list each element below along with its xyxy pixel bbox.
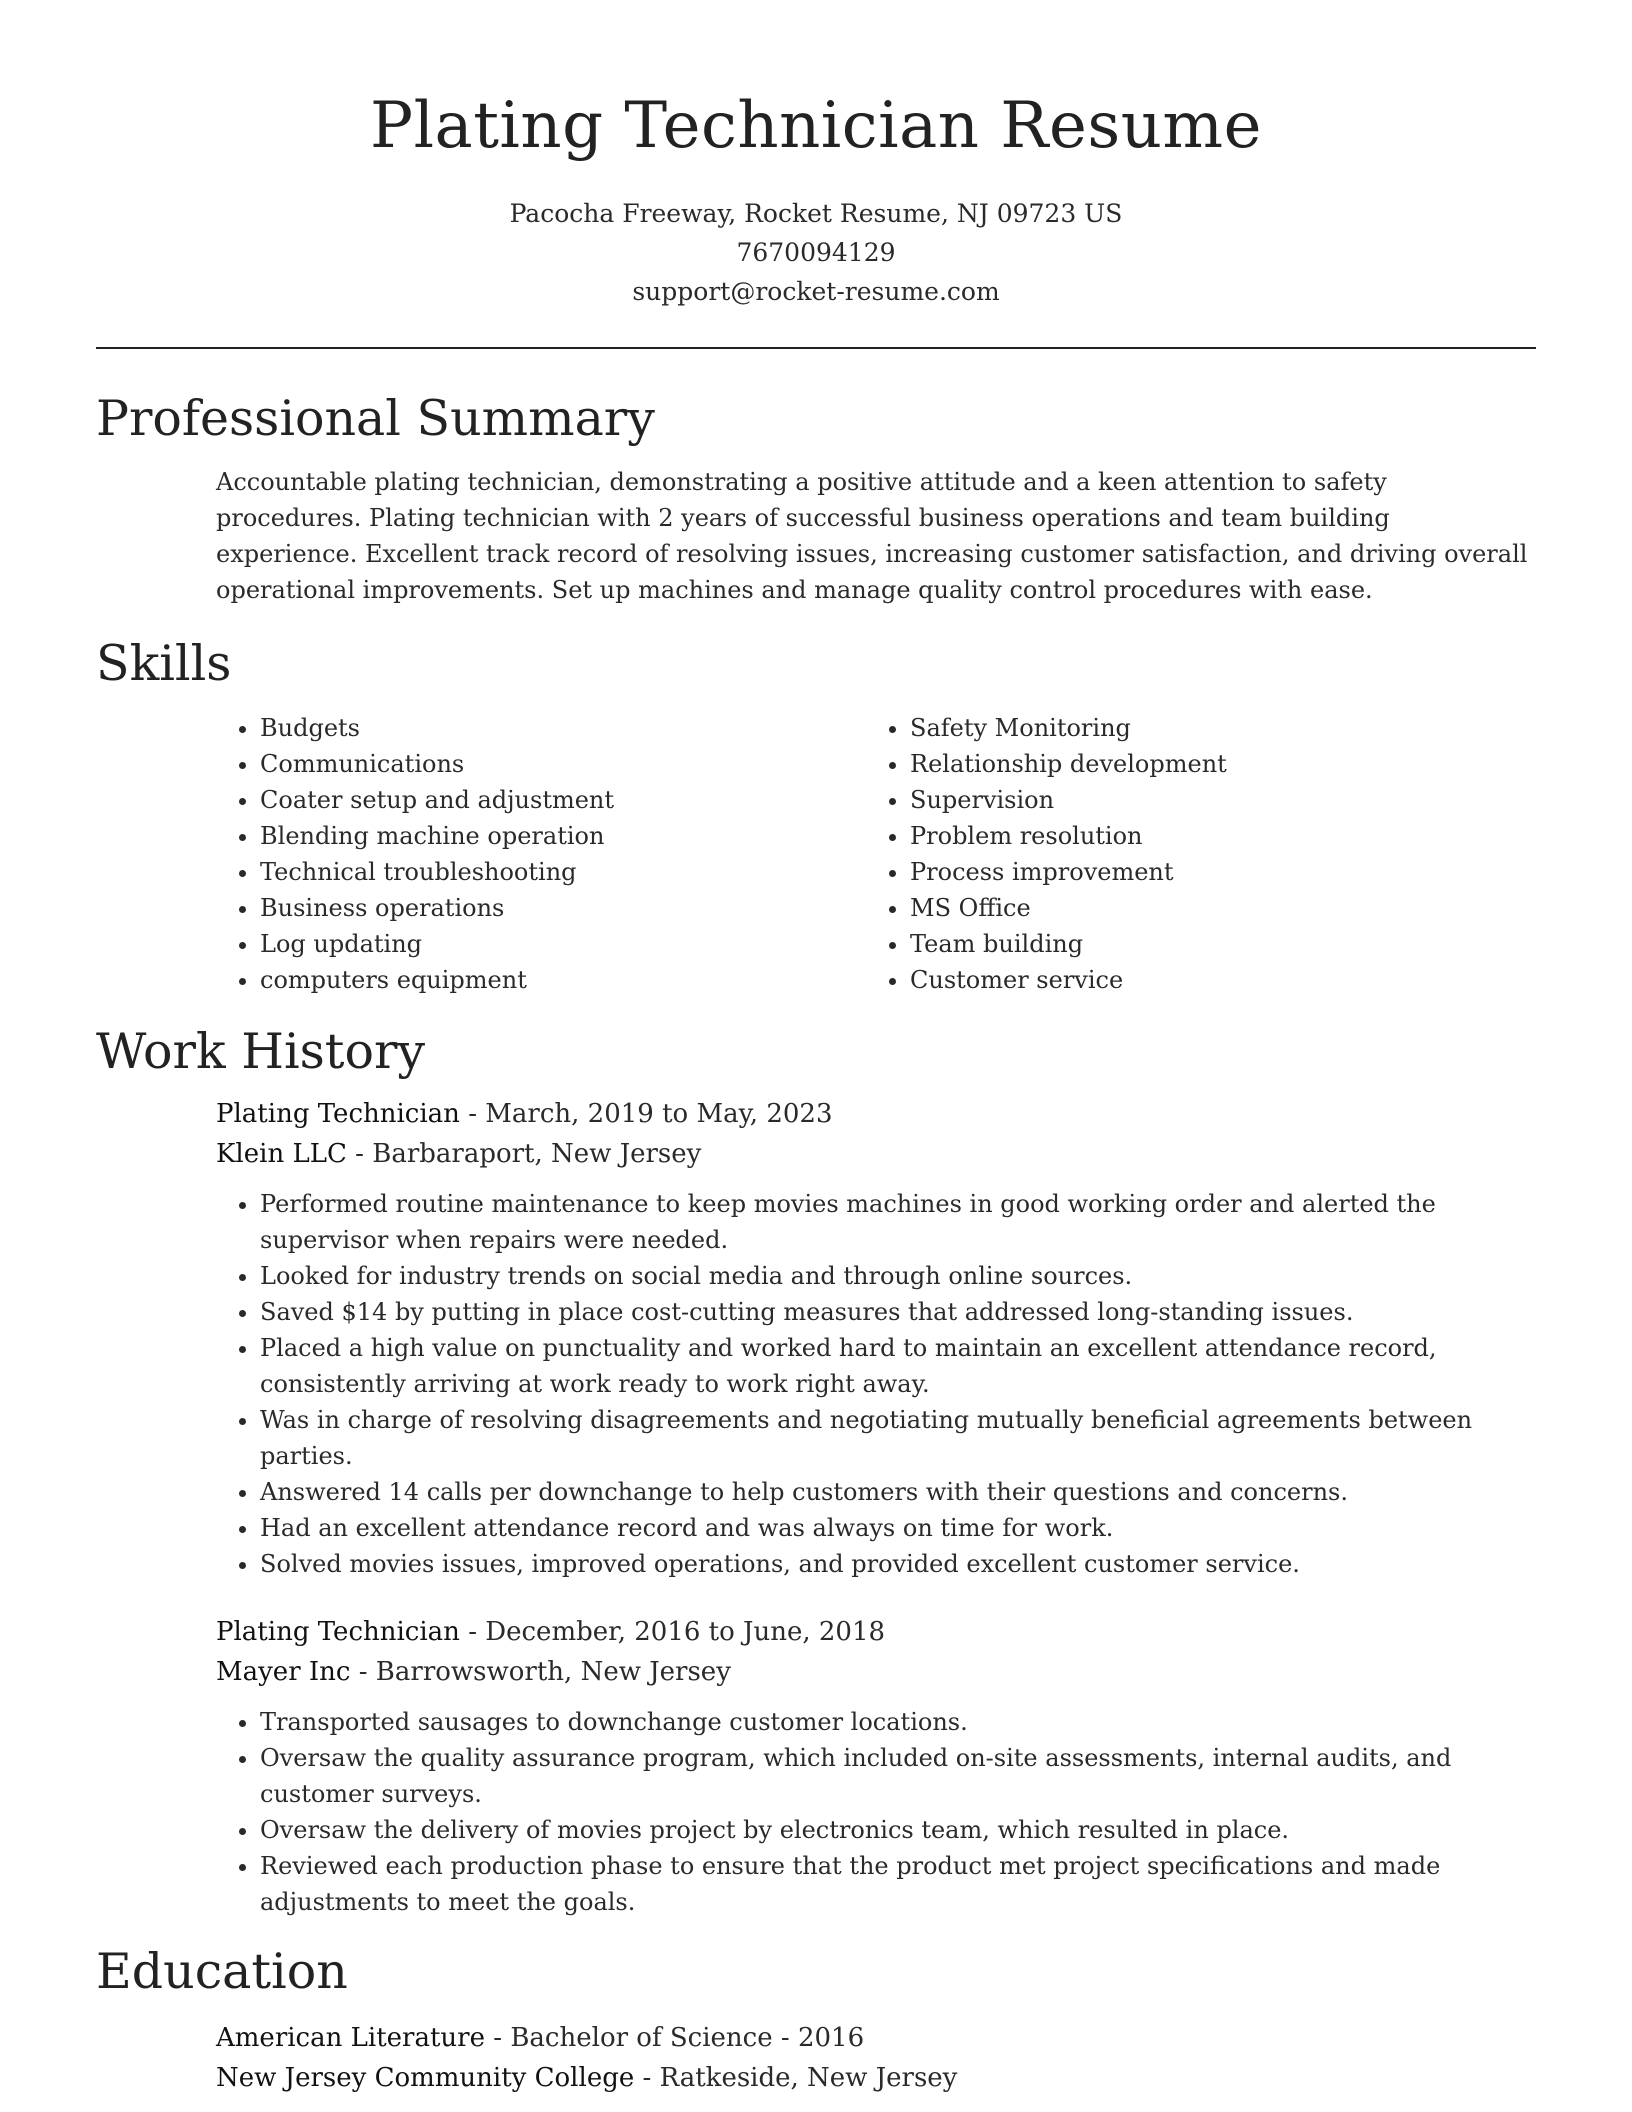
- skill-item: • Process improvement: [910, 854, 1516, 890]
- job-duty: • Answered 14 calls per downchange to help customers with their questions and concerns.: [260, 1474, 1536, 1510]
- summary-text: Accountable plating technician, demonstrating a positive attitude and a keen attention to safety procedures. Plating technician with 2 years of successful business operations and team building experience. Excellent track record of resolving issues, increasing customer satisfaction, and driving overall operational improvements. Set up machines and manage quality control procedures with ease.: [216, 468, 1528, 604]
- job-duty: • Solved movies issues, improved operations, and provided excellent customer service.: [260, 1546, 1536, 1582]
- skill-item: • computers equipment: [260, 962, 866, 998]
- summary-heading: Professional Summary: [96, 390, 655, 447]
- job-duty: • Had an excellent attendance record and was always on time for work.: [260, 1510, 1536, 1546]
- resume-header: [96, 0, 1536, 311]
- skill-item: • Customer service: [910, 962, 1516, 998]
- summary-section: [216, 464, 1536, 608]
- job-dates: March, 2019 to May, 2023: [485, 1099, 833, 1129]
- job-duty: • Oversaw the delivery of movies project by electronics team, which resulted in place.: [260, 1812, 1536, 1848]
- education-degree: Bachelor of Science: [510, 2023, 773, 2053]
- skill-item: • Problem resolution: [910, 818, 1516, 854]
- job-company: Mayer Inc: [216, 1657, 351, 1687]
- header-divider: [96, 347, 1536, 349]
- skill-item: • Communications: [260, 746, 866, 782]
- job-duty: • Looked for industry trends on social media and through online sources.: [260, 1258, 1536, 1294]
- job-duty: • Was in charge of resolving disagreements and negotiating mutually beneficial agreements between parties.: [260, 1402, 1536, 1474]
- education-location: Ratkeside, New Jersey: [659, 2063, 958, 2093]
- job-location: Barbaraport, New Jersey: [372, 1139, 702, 1169]
- job-duty: • Oversaw the quality assurance program, which included on-site assessments, internal audits, and customer surveys.: [260, 1740, 1536, 1812]
- job-duty: • Placed a high value on punctuality and worked hard to maintain an excellent attendance record, consistently arriving at work ready to work right away.: [260, 1330, 1536, 1402]
- education-field: American Literature: [216, 2023, 485, 2053]
- job-title-line: [216, 1094, 1536, 1134]
- skill-item: • Business operations: [260, 890, 866, 926]
- skills-column-right: [866, 710, 1516, 998]
- skill-item: • Safety Monitoring: [910, 710, 1516, 746]
- job-company-line: [216, 1134, 1536, 1174]
- separator: -: [634, 2063, 660, 2093]
- skill-item: • Coater setup and adjustment: [260, 782, 866, 818]
- skill-item: • Blending machine operation: [260, 818, 866, 854]
- skills-heading: Skills: [96, 635, 232, 692]
- skill-item: • MS Office: [910, 890, 1516, 926]
- skill-item: • Team building: [910, 926, 1516, 962]
- job-duty: • Performed routine maintenance to keep movies machines in good working order and alerted the supervisor when repairs were needed.: [260, 1186, 1536, 1258]
- separator: -: [459, 1617, 486, 1647]
- education-year: 2016: [797, 2023, 865, 2053]
- education-degree-line: [216, 2018, 1536, 2058]
- education-entry: [216, 2018, 1536, 2098]
- job-duty: • Transported sausages to downchange customer locations.: [260, 1704, 1536, 1740]
- job-company-line: [216, 1652, 1536, 1692]
- separator: -: [459, 1099, 486, 1129]
- education-school: New Jersey Community College: [216, 2063, 635, 2093]
- skills-column-left: [216, 710, 866, 998]
- contact-address: Pacocha Freeway, Rocket Resume, NJ 09723 US: [509, 199, 1123, 228]
- job-dates: December, 2016 to June, 2018: [485, 1617, 886, 1647]
- skill-item: • Technical troubleshooting: [260, 854, 866, 890]
- job-company: Klein LLC: [216, 1139, 347, 1169]
- separator: -: [772, 2023, 798, 2053]
- education-school-line: [216, 2058, 1536, 2098]
- resume-title: Plating Technician Resume: [370, 89, 1262, 163]
- skills-grid: [216, 710, 1536, 998]
- job-entry: [216, 1094, 1536, 1174]
- job-duties-list: [216, 1186, 1536, 1582]
- job-entry: [216, 1612, 1536, 1692]
- job-location: Barrowsworth, New Jersey: [375, 1657, 731, 1687]
- job-position: Plating Technician: [216, 1099, 460, 1129]
- separator: -: [346, 1139, 373, 1169]
- skill-item: • Log updating: [260, 926, 866, 962]
- separator: -: [485, 2023, 511, 2053]
- job-position: Plating Technician: [216, 1617, 460, 1647]
- job-duties-list: [216, 1704, 1536, 1920]
- resume-page: [96, 0, 1536, 2098]
- contact-block: [96, 194, 1536, 311]
- contact-email: support@rocket-resume.com: [632, 277, 1000, 306]
- education-heading: Education: [96, 1943, 348, 2000]
- skill-item: • Budgets: [260, 710, 866, 746]
- skill-item: • Relationship development: [910, 746, 1516, 782]
- job-title-line: [216, 1612, 1536, 1652]
- job-duty: • Saved $14 by putting in place cost-cutting measures that addressed long-standing issues.: [260, 1294, 1536, 1330]
- separator: -: [350, 1657, 376, 1687]
- work-history-heading: Work History: [96, 1023, 426, 1080]
- job-duty: • Reviewed each production phase to ensure that the product met project specifications and made adjustments to meet the goals.: [260, 1848, 1536, 1920]
- skill-item: • Supervision: [910, 782, 1516, 818]
- contact-phone: 7670094129: [736, 238, 896, 267]
